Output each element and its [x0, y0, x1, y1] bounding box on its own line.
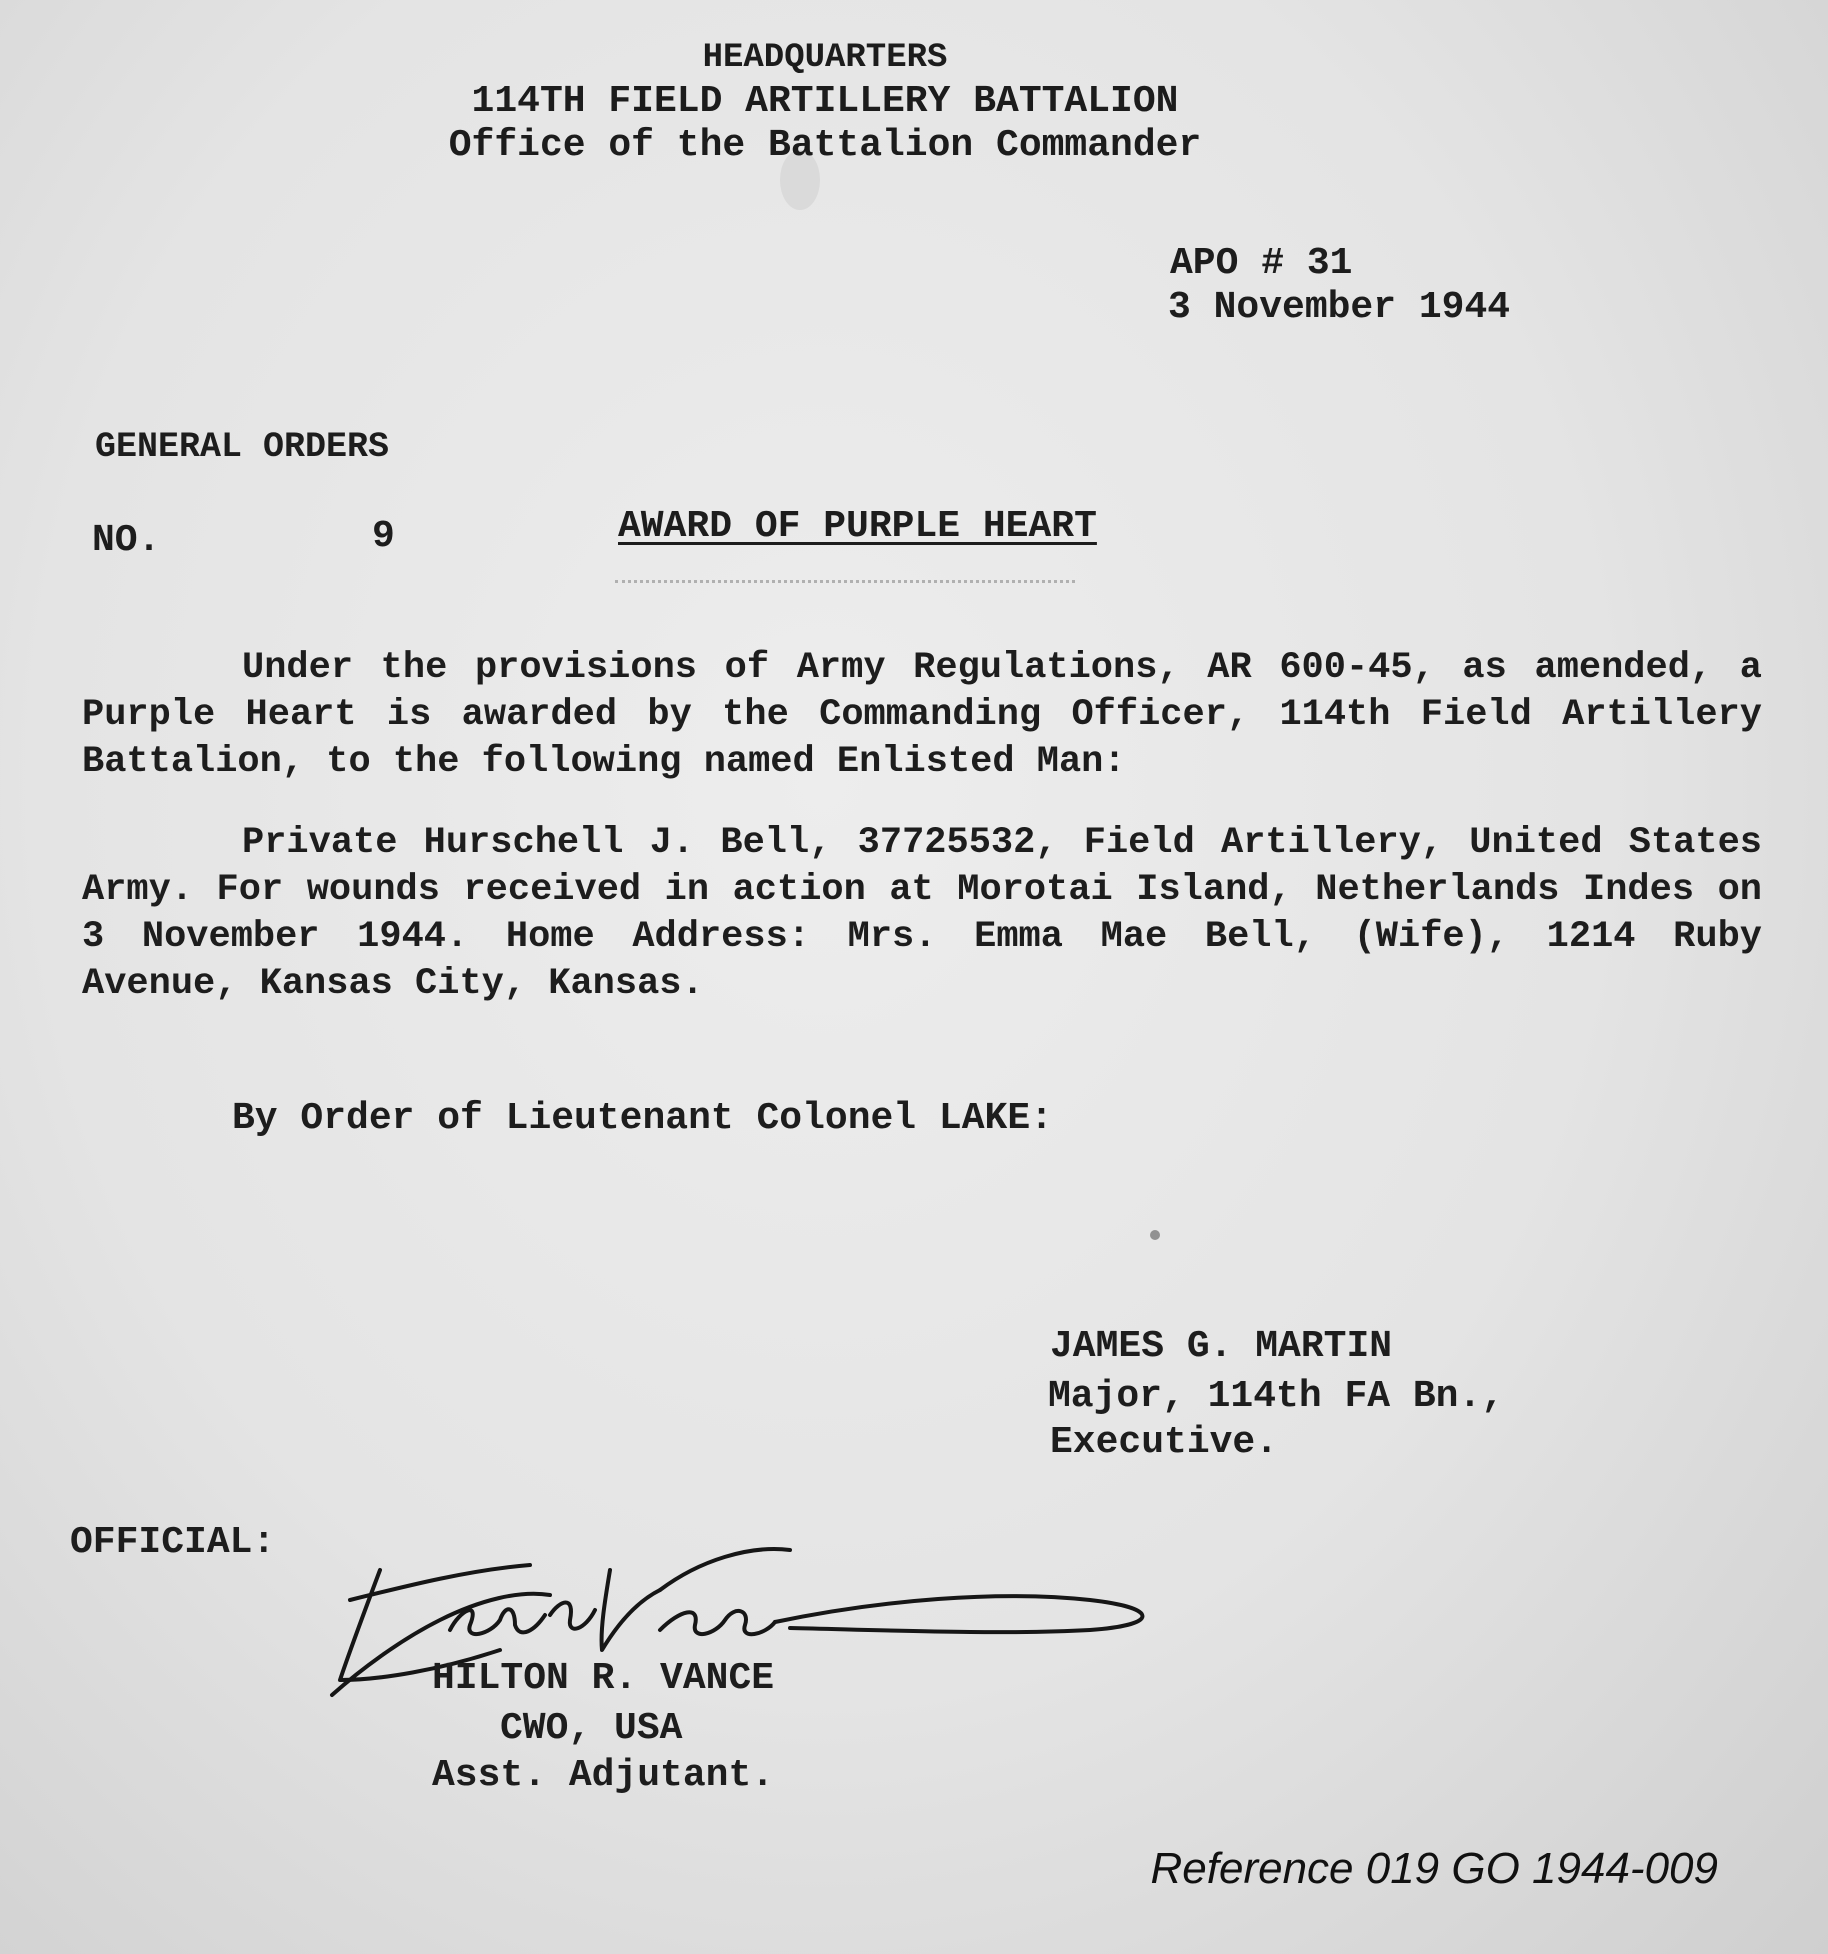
order-no-label: NO.	[92, 519, 161, 562]
by-order-line: By Order of Lieutenant Colonel LAKE:	[232, 1097, 1053, 1140]
official-rank: CWO, USA	[500, 1707, 683, 1750]
general-orders-label: GENERAL ORDERS	[95, 427, 390, 467]
reference-caption: Reference 019 GO 1944-009	[1150, 1844, 1718, 1893]
letterhead-headquarters: HEADQUARTERS	[702, 39, 948, 77]
apo-number: APO # 31	[1170, 242, 1353, 285]
executive-role: Executive.	[1050, 1421, 1279, 1464]
letterhead	[0, 36, 1650, 168]
official-name: HILTON R. VANCE	[432, 1657, 775, 1700]
letterhead-battalion: 114TH FIELD ARTILLERY BATTALION	[471, 80, 1179, 123]
award-paragraph: Under the provisions of Army Regulations, AR 600-45, as amended, a Purple Heart is awarded by the Commanding Officer, 114th Field Artillery Battalion, to the following named Enlisted Man:	[82, 647, 1762, 783]
order-number: 9	[372, 515, 395, 558]
letterhead-office: Office of the Battalion Commander	[448, 124, 1202, 167]
order-title: AWARD OF PURPLE HEART	[618, 505, 1097, 548]
recipient-paragraph: Private Hurschell J. Bell, 37725532, Field Artillery, United States Army. For wounds received in action at Morotai Island, Netherlands Indes on 3 November 1944. Home Address: Mrs. Emma Mae Bell, (Wife), 1214 Ruby Avenue, Kansas City, Kansas.	[82, 822, 1762, 1005]
official-label: OFFICIAL:	[70, 1521, 276, 1564]
official-role: Asst. Adjutant.	[432, 1754, 775, 1797]
order-date: 3 November 1944	[1168, 286, 1511, 329]
title-dotted-rule	[615, 580, 1075, 583]
executive-rank: Major, 114th FA Bn.,	[1048, 1375, 1505, 1418]
paper-speck	[1150, 1230, 1160, 1240]
executive-name: JAMES G. MARTIN	[1050, 1325, 1393, 1368]
